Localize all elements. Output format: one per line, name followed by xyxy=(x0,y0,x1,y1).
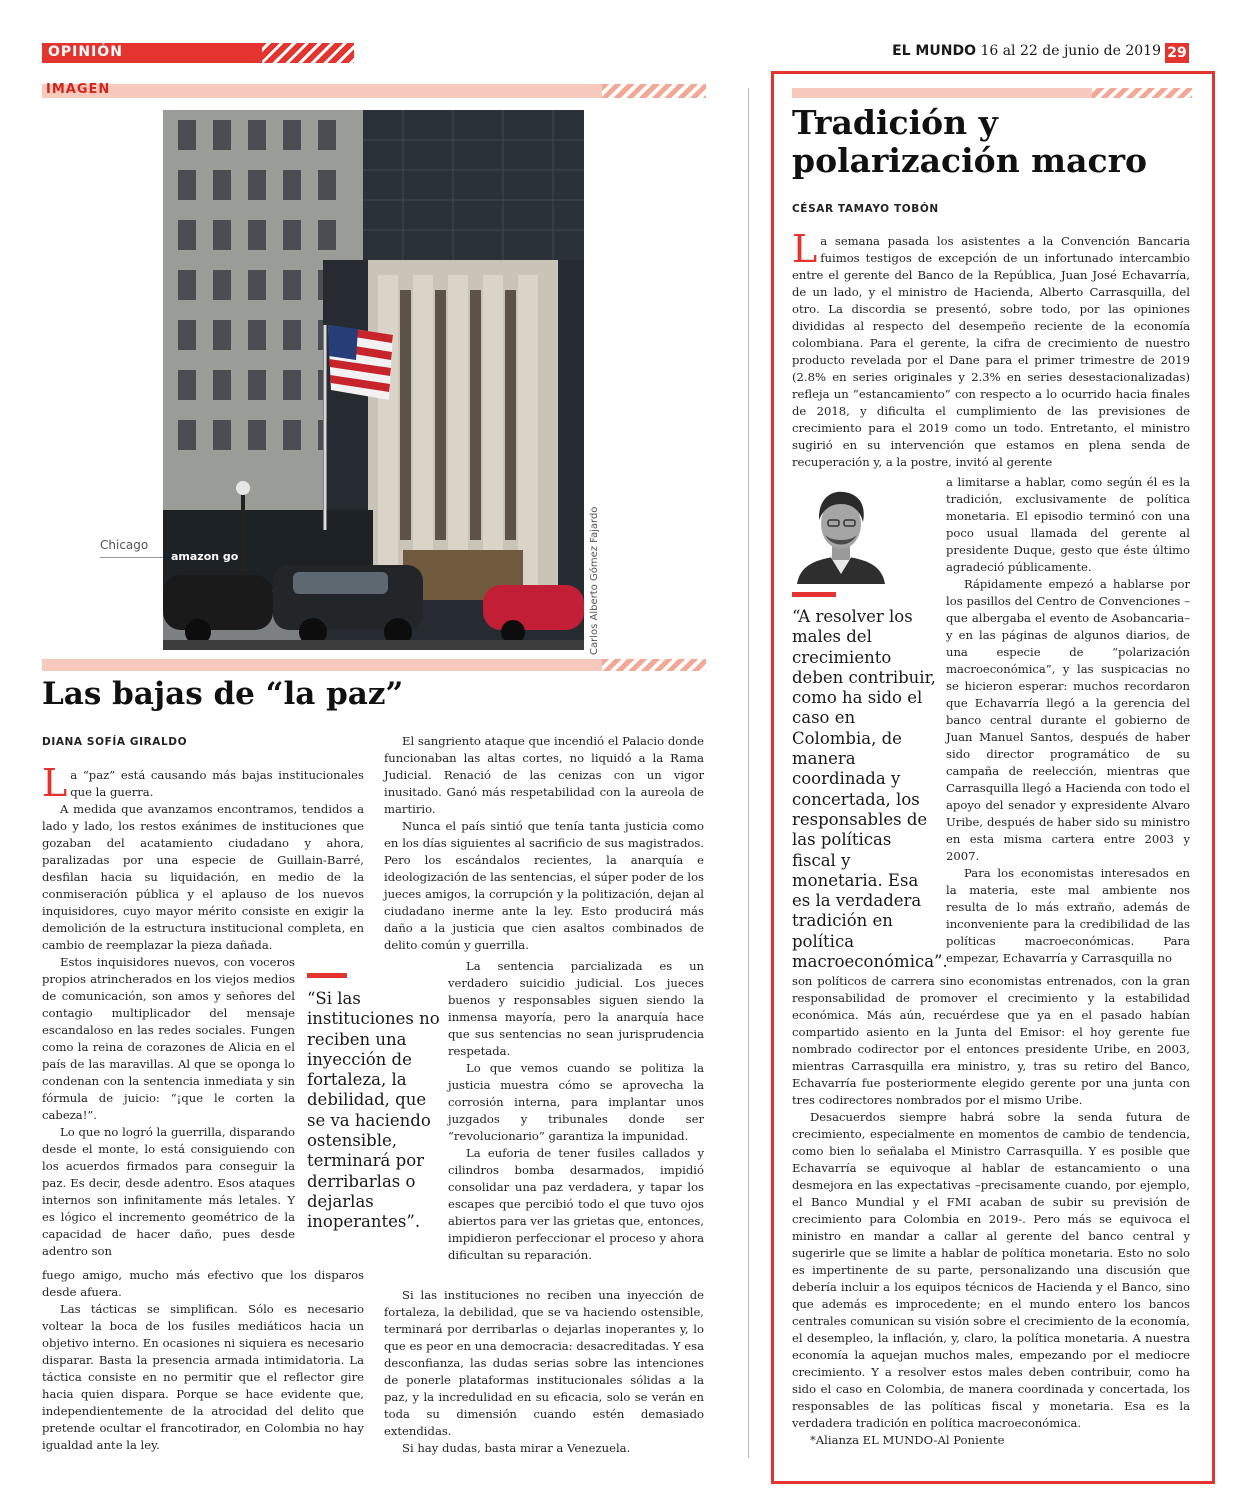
image-section-label: IMAGEN xyxy=(46,82,111,97)
paragraph: Si las instituciones no reciben una inyección de fortaleza, la debilidad, que se va haciendo ostensible, terminará por derribarlas o dejarlas inoperantes y, lo que es peor en una democracia: desacreditadas. Y esa desconfianza, las dudas serias sobre las intenciones de ponerle plataformas institucionales sólidas a la paz, y la incredulidad en su eficacia, solo se verán en toda su dimensión cuando estén demasiado extendidas. xyxy=(384,1288,704,1438)
left-col1-first-paragraph: La “paz” está causando más bajas institucionales que la guerra. xyxy=(42,761,364,805)
right-article-byline: CÉSAR TAMAYO TOBÓN xyxy=(792,203,939,215)
paragraph: Si hay dudas, basta mirar a Venezuela. xyxy=(402,1441,631,1455)
paragraph: A medida que avanzamos encontramos, tendidos a lado y lado, los restos exánimes de instituciones que gozaban del acatamiento ciudadano y ahora, paralizadas por una especie de Guillain-Barré, desfilan hacia su liquidación, en medio de la conmiseración pública y el aplauso de los nuevos inquisidores, cuyo mayor mérito consiste en exigir la demolición de la estructura institucional completa, en cambio de reemplazar la pieza dañada. xyxy=(42,802,364,952)
paragraph: Rápidamente empezó a hablarse por los pasillos del Centro de Convenciones –que albergaba el evento de Asobancaria– y en las páginas de algunos diarios, de una especie de “polarización macroeconómica”, y las suspicacias no se hicieron esperar: muchos recordaron que Echavarría llegó a la gerencia del banco central durante el gobierno de Juan Manuel Santos, después de haber sido director programático de su campaña de reelección, mientras que Carrasquilla llegó a Hacienda con todo el apoyo del senador y expresidente Alvaro Uribe, después de haber sido su ministro en esta misma cartera entre 2003 y 2007. xyxy=(946,577,1190,863)
pullquote-rule xyxy=(792,592,836,597)
section-label: OPINIÓN xyxy=(48,44,123,60)
caption-leader-line xyxy=(100,557,163,558)
left-article-byline: DIANA SOFÍA GIRALDO xyxy=(42,736,188,748)
left-col1-bottom xyxy=(42,1267,364,1454)
pullquote-rule xyxy=(307,973,347,978)
author-photo-icon xyxy=(792,484,890,584)
column-divider xyxy=(748,88,749,1458)
left-article-headline: Las bajas de “la paz” xyxy=(42,676,404,712)
right-full-bottom xyxy=(792,973,1190,1449)
storefront-sign: amazon go xyxy=(171,550,239,563)
left-pullquote: “Si las instituciones no reciben una inyección de fortaleza, la debilidad, que se va haciendo ostensible, terminará por derribarlas o dejarlas inoperantes”. xyxy=(307,989,440,1232)
left-col1-narrow xyxy=(42,954,295,1260)
paper-name: EL MUNDO xyxy=(892,43,976,59)
photo-credit-text: Carlos Alberto Gómez Fajardo xyxy=(589,506,600,655)
paragraph: El sangriento ataque que incendió el Palacio donde funcionaban las altas cortes, no liquidó a la Rama Judicial. Renació de las cenizas con un vigor inusitado. Ganó más respetabilidad con la aureola de martirio. xyxy=(384,734,704,816)
paragraph: Estos inquisidores nuevos, con voceros propios atrincherados en los viejos medios de comunicación, son amos y señores del contagio multiplicador del mensaje escandaloso en las redes sociales. Fungen como la reina de corazones de Alicia en el país de las maravillas. Al que se oponga lo condenan con la sentencia inmediata y sin fórmula de juicio: “¡que le corten la cabeza!”. xyxy=(42,955,295,1122)
section-banner xyxy=(42,43,354,63)
paragraph: La euforia de tener fusiles callados y cilindros bomba desarmados, impidió consolidar una paz verdadera, y tapar los escapes que percibió todo el que tuvo ojos abiertos para ver las grietas que, entonces, impidieron perfeccionar el proceso y ahora dificultan su reparación. xyxy=(448,1146,704,1262)
paragraph: La sentencia parcializada es un verdadero suicidio judicial. Los jueces buenos y responsables siguen siendo la inmensa mayoría, pero la anarquía hace que sus sentencias no sean jurisprudencia respetada. xyxy=(448,959,704,1058)
left-col2-top xyxy=(384,733,704,954)
left-col2-bottom xyxy=(384,1287,704,1457)
dropcap: L xyxy=(42,761,68,805)
right-full-top xyxy=(792,227,1190,471)
chicago-street-photo xyxy=(163,110,584,650)
building-illustration xyxy=(163,110,584,650)
dropcap: L xyxy=(792,227,818,271)
paragraph: Para los economistas interesados en la materia, este mal ambiente nos resulta de lo más extraño, además de inconveniente para la credibilidad de las políticas macroeconómicas. Para empezar, Echavarría y Carrasquilla no xyxy=(946,866,1190,965)
right-article-headline: Tradición y polarización macro xyxy=(792,103,1147,180)
photo-credit xyxy=(585,500,605,660)
paragraph: Las tácticas se simplifican. Sólo es necesario voltear la boca de los fusiles mediáticos hacia un objetivo interno. En ocasiones ni siquiera es necesario disparar. Basta la presencia armada intimidatoria. La táctica consiste en no permitir que el reflector gire hacia quien dispara. Porque se hace evidente que, independientemente de la atrocidad del delito que pretende ocultar el francotirador, en Colombia no hay igualdad ante la ley. xyxy=(42,1302,364,1452)
photo-caption: Chicago xyxy=(100,538,149,552)
paragraph: Lo que vemos cuando se politiza la justicia muestra cómo se aprovecha la corrosión interna, para implantar unos juzgados y tribunales donde ser “revolucionario” garantiza la impunidad. xyxy=(448,1061,704,1143)
footnote: *Alianza EL MUNDO-Al Poniente xyxy=(810,1433,1005,1447)
right-first-paragraph: La semana pasada los asistentes a la Convención Bancaria fuimos testigos de excepción de un infortunado intercambio entre el gerente del Banco de la República, Juan José Echavarría, de un lado, y el ministro de Hacienda, Alberto Carrasquilla, del otro. La discordia se presentó, sobre todo, por las opiniones divididas al respecto del desempeño reciente de la economía colombiana. Para el gerente, la cifra de crecimiento de nuestro producto revelada por el Dane para el primer trimestre de 2019 (2.8% en series originales y 2.3% en series desestacionalizadas) refleja un “estancamiento” con respecto a lo ocurrido hacia finales de 2018, y dificulta el cumplimiento de las previsiones de crecimiento para el 2019 como un todo. Entretanto, el ministro sugirió en su intervención que estamos en plena senda de recuperación y, a la postre, invitó al gerente xyxy=(792,227,1190,469)
paragraph: fuego amigo, mucho más efectivo que los disparos desde afuera. xyxy=(42,1268,364,1299)
paragraph: Lo que no logró la guerrilla, disparando desde el monte, lo está consiguiendo con los acuerdos firmados para conseguir la paz. Es decir, desde adentro. Esos ataques internos son infinitamente más letales. Y es lógico el incremento geométrico de la capacidad de hacer daño, pues desde adentro son xyxy=(42,1125,295,1258)
paragraph: a limitarse a hablar, como según él es la tradición, exclusivamente de política monetaria. El episodio terminó con una poco usual llamada del gerente al presidente Duque, gesto que éste último agradeció públicamente. xyxy=(946,475,1190,574)
left-col1-top xyxy=(42,761,364,954)
image-section-banner xyxy=(42,84,706,98)
paragraph: Desacuerdos siempre habrá sobre la senda futura de crecimiento, especialmente en momentos de cambio de tendencia, como bien lo señalaba el Ministro Carrasquilla. Y es posible que Echavarría se equivoque al hablar de estancamiento o una desmejora en las expectativas –precisamente cuando, por ejemplo, el Banco Mundial y el FMI acaban de subir su previsión de crecimiento para Colombia en 2019-. Pero más se equivoca el ministro en mandar a callar al gerente del banco central y sugerirle que se limite a hablar de política monetaria. Esto no solo es impertinente de su parte, personalizando una discusión que debería incluir a los equipos técnicos de Hacienda y el Banco, sino que además es improcedente; en el mundo entero los bancos centrales comunican su visión sobre el crecimiento de la economía, el desempleo, la inflación, y, claro, la política monetaria. A nuestra economía la aquejan muchos males, empezando por el mediocre crecimiento. Y a resolver estos males deben contribuir, como ha sido el caso en Colombia, de manera coordinada y concertada, los responsables de las políticas fiscal y monetaria. Esa es la verdadera tradición en política macroeconómica. xyxy=(792,1110,1190,1430)
issue-date: 16 al 22 de junio de 2019 xyxy=(980,43,1161,59)
left-article-banner xyxy=(42,659,706,671)
right-article-banner xyxy=(792,88,1192,98)
us-flag xyxy=(328,325,393,400)
author-portrait xyxy=(792,484,890,584)
right-narrow xyxy=(946,474,1190,967)
right-pullquote: “A resolver los males del crecimiento deben contribuir, como ha sido el caso en Colombia, de manera coordinada y concertada, los responsables de las políticas fiscal y monetaria. Esa es la verdadera tradición en política macroeconómica”. xyxy=(792,607,948,972)
page-number: 29 xyxy=(1165,43,1189,63)
left-col2-narrow xyxy=(448,958,704,1264)
paragraph: Nunca el país sintió que tenía tanta justicia como en los días siguientes al sacrificio de sus magistrados. Pero los escándalos recientes, la anarquía e ideologización de las sentencias, el súper poder de los jueces amigos, la corrupción y la politización, dejan al ciudadano inerme ante la ley. Esto producirá más daño a la justicia que cien asaltos combinados de delito común y guerrilla. xyxy=(384,819,704,952)
masthead xyxy=(892,43,1161,59)
paragraph: son políticos de carrera sino economistas entrenados, con la gran responsabilidad de promover el crecimiento y la estabilidad económica. Más aún, recuérdese que ya en el pasado habían compartido asiento en la Junta del Emisor: el hoy gerente fue nombrado codirector por el entonces presidente Uribe, en 2003, mientras Carrasquilla era ministro, y, tras su retiro del Banco, Echavarría fue posteriormente elegido gerente por una junta con tres codirectores nombrados por el mismo Uribe. xyxy=(792,974,1190,1107)
